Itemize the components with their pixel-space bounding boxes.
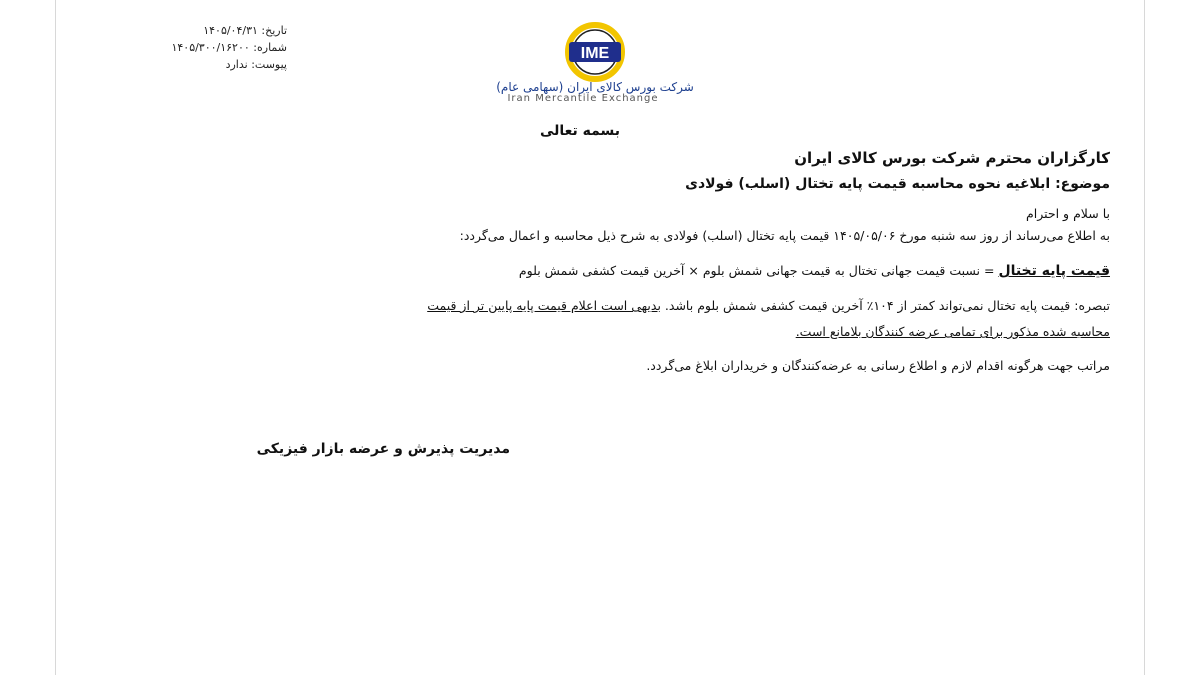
number-row: [171, 39, 287, 56]
date-row: [171, 22, 287, 39]
formula-label: قیمت پایه تختال: [998, 263, 1110, 279]
logo-text: IME: [580, 45, 610, 62]
intro-paragraph: به اطلاع می‌رساند از روز سه شنبه مورخ ۱۴۰۵/۰۵/۰۶ قیمت پایه تختال (اسلب) فولادی به شرح ذیل محاسبه و اعمال می‌گردد:: [459, 228, 1110, 243]
greeting: با سلام و احترام: [1026, 206, 1110, 221]
note-line-2: [80, 324, 1110, 339]
attachment-label: پیوست:: [251, 58, 287, 71]
letter-meta: [171, 22, 287, 73]
attachment-row: [171, 56, 287, 73]
company-name-en: Iran Mercantile Exchange: [507, 93, 659, 104]
note-line-1: [80, 298, 1110, 313]
addressee: کارگزاران محترم شرکت بورس کالای ایران: [794, 149, 1110, 167]
formula-text: = نسبت قیمت جهانی تختال به قیمت جهانی شمش بلوم × آخرین قیمت کشفی شمش بلوم: [518, 263, 999, 278]
subject-line: موضوع: ابلاغیه نحوه محاسبه قیمت پایه تختال (اسلب) فولادی: [685, 176, 1110, 192]
date-label: تاریخ:: [261, 24, 287, 37]
number-value: ۱۴۰۵/۳۰۰/۱۶۲۰۰: [171, 41, 250, 54]
attachment-value: ندارد: [225, 58, 248, 71]
ime-logo-icon: [535, 22, 655, 82]
date-value: ۱۴۰۵/۰۴/۳۱: [203, 24, 258, 37]
note-part-3: محاسبه شده مذکور برای تمامی عرضه کنندگان بلامانع است.: [795, 324, 1110, 339]
company-name-fa: شرکت بورس کالای ایران (سهامی عام): [496, 80, 694, 94]
note-part-1: تبصره: قیمت پایه تختال نمی‌تواند کمتر از ۱۰۴٪ آخرین قیمت کشفی شمش بلوم باشد.: [660, 298, 1110, 313]
number-label: شماره:: [253, 41, 287, 54]
formula-line: [80, 263, 1110, 279]
basmala: بسمه تعالی: [539, 123, 621, 139]
note-part-2: بدیهی است اعلام قیمت پایه پایین تر از قیمت: [427, 298, 661, 313]
closing-paragraph: مراتب جهت هرگونه اقدام لازم و اطلاع رسانی به عرضه‌کنندگان و خریداران ابلاغ می‌گردد.: [646, 358, 1110, 373]
signature: مدیریت پذیرش و عرضه بازار فیزیکی: [256, 441, 510, 457]
